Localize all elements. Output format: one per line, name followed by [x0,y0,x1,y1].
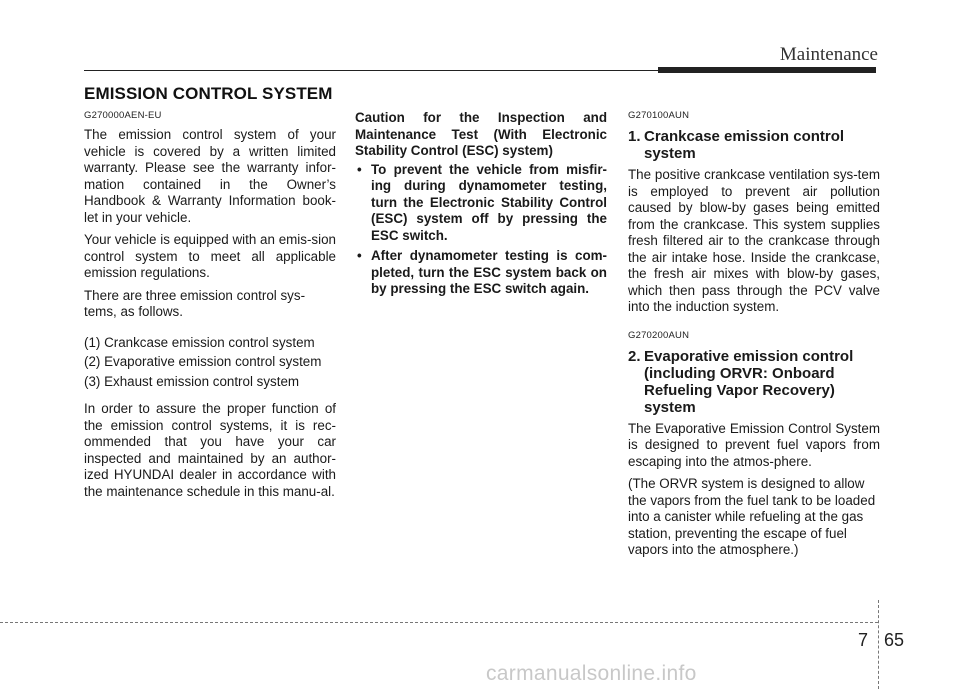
paragraph-assure: In order to assure the proper function of the emission control systems, it is rec-ommended that you have your car inspected and maintained by an author-ized HYUNDAI dealer in accordance with the maintenance schedule in this manu-al. [84,401,336,499]
list-item: (3) Exhaust emission control system [84,373,300,389]
paragraph-orvr: (The ORVR system is designed to allow the vapors from the fuel tank to be loaded into a canister while refueling at the gas station, preventing the escape of fuel vapors into the atmosphere.) [628,476,876,557]
column-right [628,110,880,565]
footer-divider [878,600,879,689]
subheading-line: (including ORVR: Onboard [644,364,835,382]
list-item: (1) Crankcase emission control system [84,334,315,350]
reference-code: G270000AEN-EU [84,110,162,121]
section-title: EMISSION CONTROL SYSTEM [84,84,333,103]
reference-code: G270200AUN [628,329,690,341]
reference-code: G270100AUN [628,110,690,121]
header-rule-thin [84,70,684,71]
paragraph-equipped: Your vehicle is equipped with an emis-sion control system to meet all applicable emission regulations. [84,232,336,280]
chapter-number: 7 [858,630,869,650]
running-header: Maintenance [779,44,878,65]
caution-title: Caution for the Inspection and Maintenance Test (With Electronic Stability Control (ESC) system) [355,110,607,158]
bullet-icon: • [357,248,362,263]
subheading-number: 2. [628,347,641,365]
bullet-icon: • [357,161,362,177]
caution-bullet-text: To prevent the vehicle from misfir-ing during dynamometer testing, turn the Electronic Stability Control (ESC) system off by pressing the ESC switch. [371,161,607,243]
subheading-evaporative [628,348,880,416]
page-number: 65 [884,630,905,650]
spacer [628,322,880,330]
spacer [84,393,336,401]
caution-bullet [355,162,607,245]
watermark: carmanualsonline.info [486,662,697,685]
subheading-line: Evaporative emission control [644,347,854,365]
subheading-line: system [644,145,696,162]
column-left [84,110,336,506]
paragraph-crankcase: The positive crankcase ventilation sys-tem is employed to prevent air pollution caused by blow-by gases being emitted from the crankcase. This system supplies fresh filtered air to the crankcase through the air intake hose. Inside the crankcase, the fresh air mixes with blow-by gases, which then pass through the PCV valve into the induction system. [628,167,880,314]
paragraph-warranty: The emission control system of your vehicle is covered by a written limited warranty. Please see the warranty infor-mation contained in the Owner’s Handbook & Warranty Information book-let in your vehicle. [84,127,336,225]
caution-bullet [355,248,607,298]
header-rule-thick [658,67,876,73]
paragraph-evaporative: The Evaporative Emission Control System is designed to prevent fuel vapors from escaping into the atmos-phere. [628,420,880,469]
paragraph-three-systems: There are three emission control sys-tems, as follows. [84,287,306,319]
footer-rule [0,622,878,623]
caution-list [355,162,607,298]
subheading-line: system [644,398,696,416]
subheading-number: 1. [628,128,641,145]
caution-bullet-text: After dynamometer testing is com-pleted, turn the ESC system back on by pressing the ESC switch again. [371,248,607,296]
subheading-crankcase [628,128,880,162]
spacer [84,327,336,335]
subheading-line: Refueling Vapor Recovery) [644,381,835,399]
subheading-line: Crankcase emission control [644,128,845,145]
list-item: (2) Evaporative emission control system [84,354,322,369]
column-middle [355,110,607,302]
